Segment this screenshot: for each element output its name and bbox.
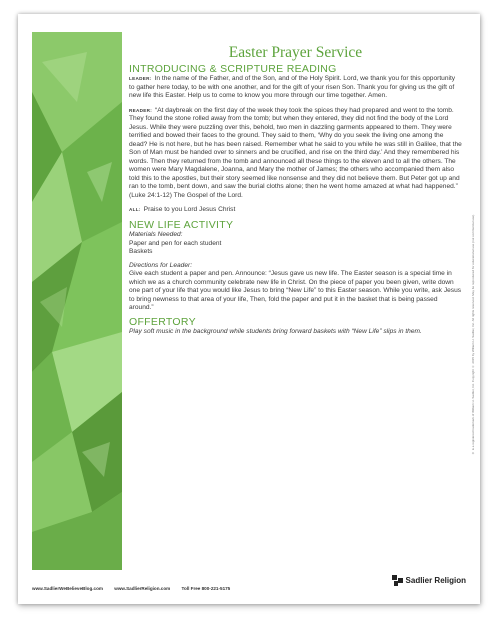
green-facets-graphic <box>32 32 122 570</box>
reader-role-label: READER: <box>129 107 153 113</box>
website-link[interactable]: www.SadlierReligion.com <box>114 586 171 591</box>
all-role-label: ALL: <box>129 207 141 212</box>
materials-item: Baskets <box>129 248 153 255</box>
brand-name: Sadlier Religion <box>405 576 466 585</box>
directions-label: Directions for Leader: <box>129 261 193 269</box>
phone-number: Toll Free 800-221-5175 <box>181 586 231 591</box>
leader-paragraph <box>129 75 462 101</box>
materials-block <box>129 231 462 257</box>
section-heading-activity: NEW LIFE ACTIVITY <box>129 218 234 231</box>
section-heading-offertory: OFFERTORY <box>129 315 196 328</box>
decorative-sidebar <box>32 32 122 570</box>
brand-logo <box>392 575 466 586</box>
directions-text: Give each student a paper and pen. Announce: “Jesus gave us new life. The Easter season is a special time in which we as a church community celebrate new life in Christ. On the piece of paper you been given, write down one part of your life that you would like Jesus to bring “New Life” to this Easter season. While you write, ask Jesus to bring newness to that area of your life, Then, fold the paper and put it in the basket that is being passed around.” <box>129 270 462 311</box>
reader-paragraph <box>129 107 462 201</box>
all-text: Praise to you Lord Jesus Christ <box>143 206 236 213</box>
materials-label: Materials Needed: <box>129 231 183 238</box>
document-content <box>129 44 462 343</box>
offertory-text: Play soft music in the background while students bring forward baskets with “New Life” slips in them. <box>129 328 422 335</box>
section-heading-intro: INTRODUCING & SCRIPTURE READING <box>129 62 337 75</box>
page-footer <box>32 586 466 591</box>
reader-text: “At daybreak on the first day of the week they took the spices they had prepared and went to the tomb. They found the stone rolled away from the tomb; but when they entered, they did not find the body of the Lord Jesus. While they were puzzling over this, behold, two men in dazzling garments appeared to them. They were terrified and bowed their faces to the ground. They said to them, ‘Why do you seek the living one among the dead? He is not here, but he has been raised. Remember what he said to you while he was still in Galilee, that the Son of Man must be handed over to sinners and be crucified, and rise on the third day.’ And they remembered his words. Then they returned from the tomb and announced all these things to the eleven and to all the others. The women were Mary Magdalene, Joanna, and Mary the mother of James; the others who accompanied them also told this to the apostles, but their story seemed like nonsense and they did not believe them. But Peter got up and ran to the tomb, bent down, and saw the burial cloths alone; then he went home amazed at what had happened.” (Luke 24:1-12) The Gospel of the Lord. <box>129 106 462 199</box>
all-paragraph <box>129 206 462 215</box>
sadlier-logo-icon <box>392 575 403 586</box>
page-title: Easter Prayer Service <box>228 44 363 61</box>
directions-block <box>129 262 462 313</box>
document-page <box>18 14 480 604</box>
copyright-notice: ® is a registered trademark of William H. Sadlier, Inc. Copyright © 2015 by William H. Sadlier, Inc. All rights reserved. May be reproduced for educational use (not commercial use). <box>471 214 475 456</box>
leader-role-label: LEADER: <box>129 76 152 81</box>
leader-text: In the name of the Father, and of the Son, and of the Holy Spirit. Lord, we thank you for this opportunity to gather here today, to be with one another, and for the gift of your risen Son. Thank you for giving us the gift of new life this Easter. Help us to come to know you more through our time together. Amen. <box>129 75 456 99</box>
materials-item: Paper and pen for each student <box>129 239 222 247</box>
blog-link[interactable]: www.SadlierWeBelieveBlog.com <box>32 586 103 591</box>
